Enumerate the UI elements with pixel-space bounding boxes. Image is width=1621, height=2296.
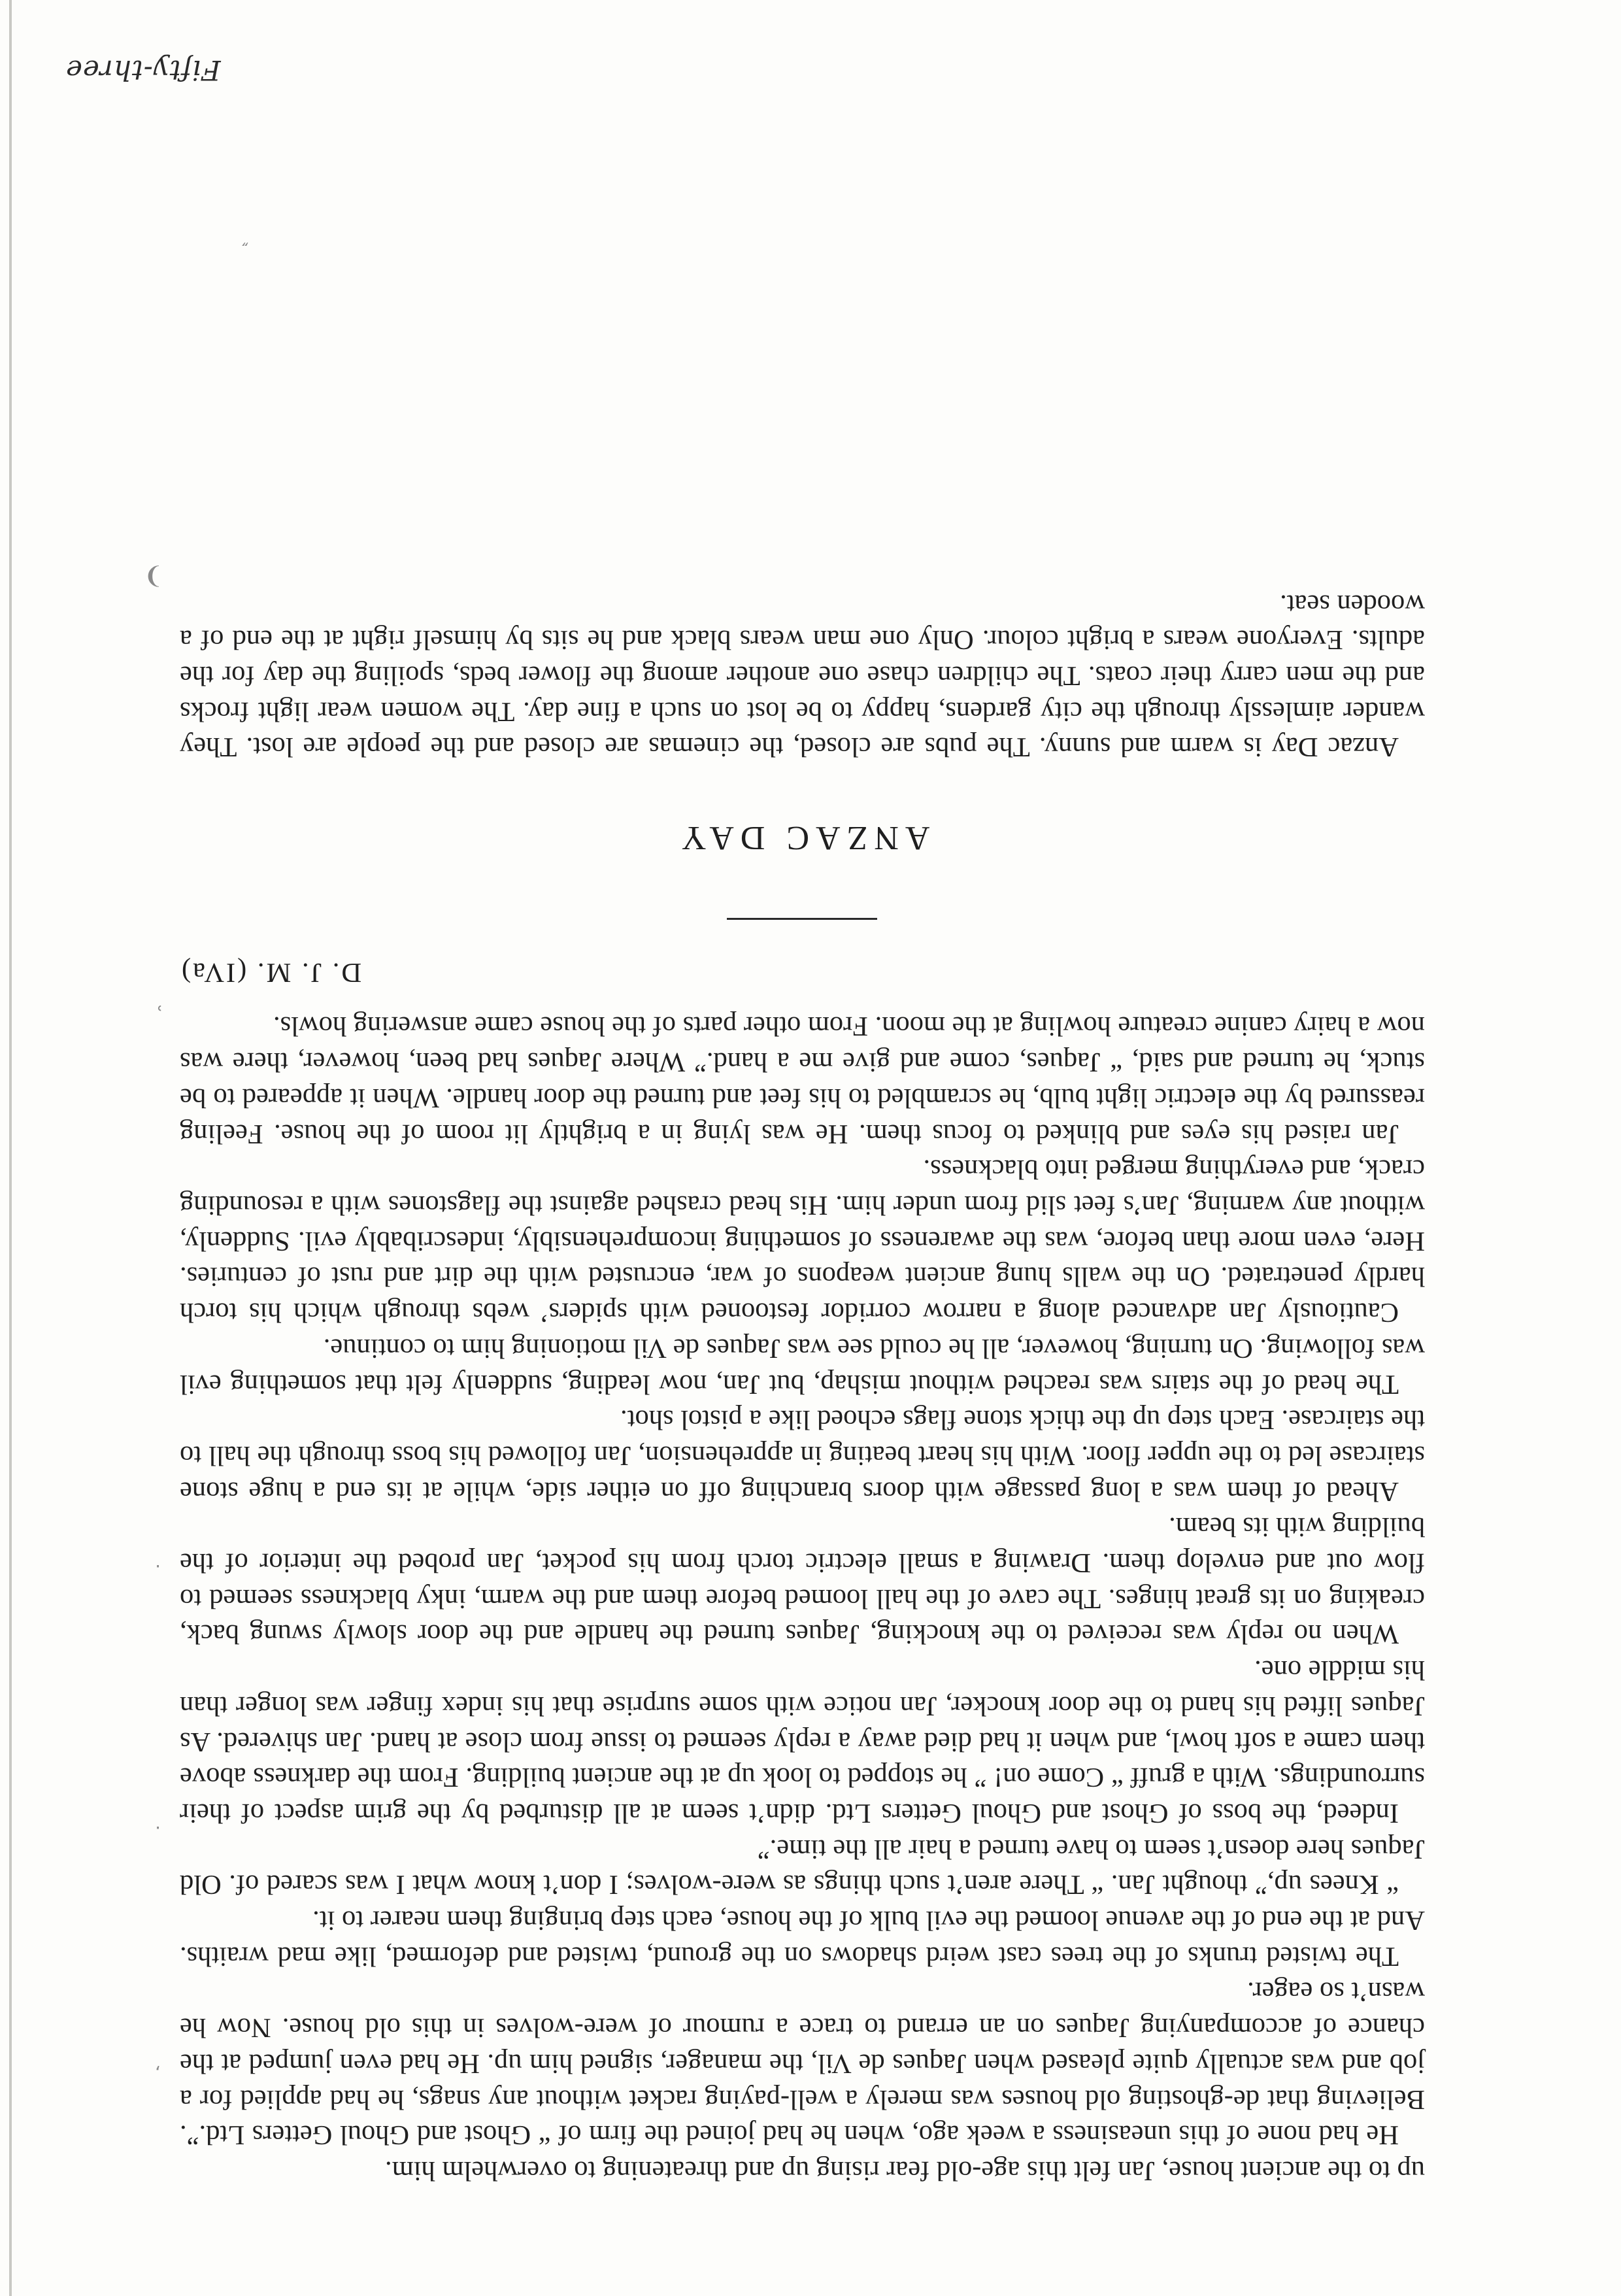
pencil-mark-icon: ·	[155, 1817, 161, 1838]
article-paragraph: Anzac Day is warm and sunny. The pubs are closed, the cinemas are closed and the people are lost. They wander aimlessly through the city gardens, happy to be lost on such a fine day. The women wear light frocks and the men carry their coats. The children chase one another among the flower beds, spoiling the day for the adults. Everyone wears a bright colour. Only one man wears black and he sits by himself right at the end of a wooden seat.	[180, 588, 1425, 763]
story-paragraph: up to the ancient house, Jan felt this age-old fear rising up and threatening to overwhelm him.	[385, 2155, 1425, 2186]
pencil-mark-icon: ʼ	[155, 2052, 161, 2074]
page-number: Fifty-three	[65, 54, 221, 86]
article-title: ANZAC DAY	[675, 819, 930, 857]
binding-edge	[9, 0, 12, 2296]
story-paragraph: Jan raised his eyes and blinked to focus them. He was lying in a brightly lit room of the house. Feeling reassured by the electric light bulb, he scrambled to his feet and turned the door handle. When it appeared to be stuck, he turned and said, “ Jaques, come and give me a hand.” Where Jaques had been, however, there was now a hairy canine creature howling at the moon. From other parts of the house came answering howls.	[180, 1011, 1425, 1149]
story-paragraph: Indeed, the boss of Ghost and Ghoul Getters Ltd. didn’t seem at all disturbed by the grim aspect of their surroundings. With a gruff “ Come on! ” he stopped to look up at the ancient building. From the darkness above them came a soft howl, and when it had died away a reply seemed to issue from close at hand. Jan shivered. As Jaques lifted his hand to the door knocker, Jan notice with some surprise that his index finger was longer than his middle one.	[180, 1655, 1425, 1829]
story-paragraph: He had none of this uneasiness a week ago, when he had joined the firm of “ Ghost and Ghoul Getters Ltd.”. Believing that de-ghosting old houses was merely a well-paying racket without any snags, he had applied for a job and was actually quite pleased when Jaques de Vil, the manager, signed him up. He had even jumped at the chance of accompanying Jaques on an errand to trace a rumour of were-wolves in this old house. Now he wasn’t so eager.	[180, 1976, 1425, 2151]
pencil-mark-icon: ❩	[143, 563, 163, 590]
section-divider	[727, 918, 878, 920]
story-paragraph: “ Knees up,” thought Jan. “ There aren’t such things as were-wolves; I don’t know what I was scared of. Old Jaques here doesn’t seem to have turned a hair all the time.”	[180, 1833, 1425, 1900]
pencil-mark-icon: ″	[241, 228, 248, 250]
story-paragraph: The twisted trunks of the trees cast weird shadows on the ground, twisted and deformed, like mad wraiths. And at the end of the avenue loomed the evil bulk of the house, each step bringing them nearer to it.	[180, 1905, 1425, 1972]
story-paragraph: The head of the stairs was reached without mishap, but Jan, now leading, suddenly felt that something evil was following. On turning, however, all he could see was Jaques de Vil motioning him to continue.	[180, 1332, 1425, 1400]
story-paragraph: Cautiously Jan advanced along a narrow corridor festooned with spiders’ webs through which his torch hardly penetrated. On the walls hung ancient weapons of war, encrusted with the dirt and rust of centuries. Here, even more than before, was the awareness of something incomprehensibly, indescribably evil. Suddenly, without any warning, Jan’s feet slid from under him. His head crashed against the flagstones with a resounding crack, and everything merged into blackness.	[180, 1154, 1425, 1328]
pencil-mark-icon: ·	[155, 1555, 161, 1577]
story-paragraph: When no reply was received to the knocking, Jaques turned the handle and the door slowly swung back, creaking on its great hinges. The cave of the hall loomed before them and the warm, inky blackness seemed to flow out and envelop them. Drawing a small electric torch from his pocket, Jan probed the interior of the building with its beam.	[180, 1511, 1425, 1650]
pencil-mark-icon: ʾ	[156, 990, 162, 1015]
author-signature: D. J. M. (IVa)	[180, 956, 362, 988]
page-text	[180, 586, 1425, 2188]
story-paragraph: Ahead of them was a long passage with doors branching off on either side, while at its end a huge stone staircase led to the upper floor. With his heart beating in apprehension, Jan followed his boss through the hall to the staircase. Each step up the thick stone flags echoed like a pistol shot.	[180, 1404, 1425, 1507]
